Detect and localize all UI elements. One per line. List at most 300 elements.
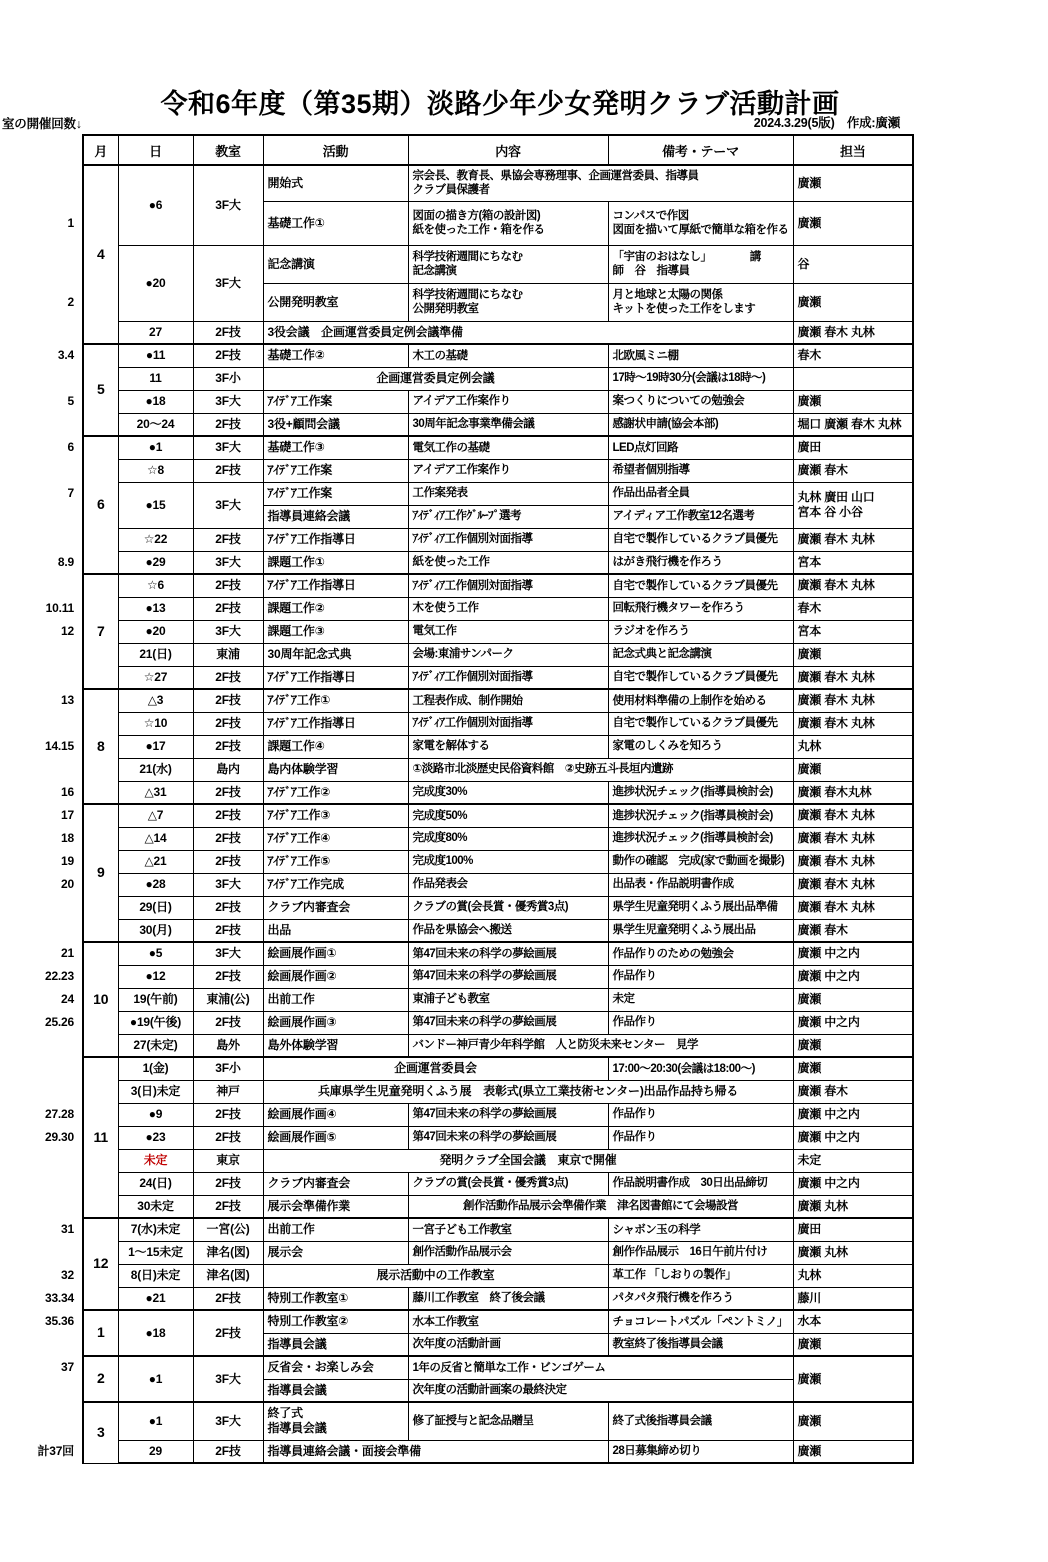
cell-content: 修了証授与と記念品贈呈: [408, 1402, 608, 1440]
cell-content: 紙を使った工作: [408, 551, 608, 574]
session-count: [36, 1172, 83, 1195]
cell-activity: 絵画展作画①: [263, 942, 408, 965]
session-count: [36, 574, 83, 597]
cell-content: クラブの賞(会長賞・優秀賞3点): [408, 896, 608, 919]
cell-content: 工程表作成、制作開始: [408, 689, 608, 712]
cell-activity: 記念講演: [263, 245, 408, 283]
cell-content: 藤川工作教室 終了後会議: [408, 1287, 608, 1310]
session-count: 14.15: [44, 739, 74, 753]
session-count: [36, 1241, 83, 1264]
cell-activity: 指導員連絡会議: [263, 505, 408, 528]
session-count: 2: [67, 294, 74, 309]
session-count: 7: [67, 486, 74, 500]
column-header-day: 日: [118, 135, 193, 165]
cell-room: 東京: [193, 1149, 263, 1172]
cell-month: 7: [83, 574, 118, 689]
cell-day: ☆8: [118, 459, 193, 482]
cell-activity: クラブ内審査会: [263, 896, 408, 919]
cell-content: 工作案発表: [408, 482, 608, 505]
cell-staff: 春木: [793, 597, 913, 620]
cell-room: 3F大: [193, 165, 263, 245]
cell-content: 完成度50%: [408, 804, 608, 827]
cell-activity: 公開発明教室: [263, 283, 408, 321]
cell-month: 6: [83, 436, 118, 574]
cell-content: 図面の描き方(箱の設計図) 紙を使った工作・箱を作る: [408, 201, 608, 245]
cell-content: 作品を県協会へ搬送: [408, 919, 608, 942]
cell-activity: 企画運営委員定例会議: [263, 367, 608, 390]
cell-activity: 兵庫県学生児童発明くふう展 表彰式(県立工業技術センター)出品作品持ち帰る: [263, 1080, 793, 1103]
cell-staff: 廣瀬 春木 丸林: [793, 689, 913, 712]
cell-day: ●20: [118, 620, 193, 643]
cell-remarks: シャボン玉の科学: [608, 1218, 793, 1241]
cell-activity: ｱｲﾃﾞｱ工作案: [263, 482, 408, 505]
session-count: 22.23: [44, 969, 74, 983]
cell-staff: 廣瀬 中之内: [793, 1103, 913, 1126]
session-count: [36, 896, 83, 919]
cell-remarks: 28日募集締め切り: [608, 1440, 793, 1463]
cell-staff: 水本: [793, 1310, 913, 1333]
cell-remarks: 感謝状申請(協会本部): [608, 413, 793, 436]
cell-day: 27: [118, 321, 193, 344]
cell-day: 27(未定): [118, 1034, 193, 1057]
cell-room: 2F技: [193, 712, 263, 735]
session-count-note: 室の開催回数↓: [2, 117, 82, 131]
cell-day: 30未定: [118, 1195, 193, 1218]
cell-staff: 廣瀬: [793, 1402, 913, 1440]
cell-activity: ｱｲﾃﾞｱ工作指導日: [263, 666, 408, 689]
session-count: 33.34: [44, 1291, 74, 1305]
cell-room: 一宮(公): [193, 1218, 263, 1241]
cell-day: ●9: [118, 1103, 193, 1126]
cell-content: クラブの賞(会長賞・優秀賞3点): [408, 1172, 608, 1195]
cell-activity: 出前工作: [263, 1218, 408, 1241]
cell-day: ●12: [118, 965, 193, 988]
cell-staff: 谷: [793, 245, 913, 283]
session-count: 計37回: [37, 1444, 74, 1458]
cell-day: ●18: [118, 1310, 193, 1356]
cell-day: 29(日): [118, 896, 193, 919]
cell-day: 20〜24: [118, 413, 193, 436]
cell-content: 次年度の活動計画案の最終決定: [408, 1379, 793, 1402]
cell-staff: 廣瀬 中之内: [793, 965, 913, 988]
cell-remarks: 作品作り: [608, 965, 793, 988]
cell-activity: 指導員会議: [263, 1379, 408, 1402]
cell-staff: 堀口 廣瀬 春木 丸林: [793, 413, 913, 436]
session-count: [36, 666, 83, 689]
cell-remarks: 17時〜19時30分(会議は18時〜): [608, 367, 793, 390]
cell-staff: 廣瀬 丸林: [793, 1195, 913, 1218]
cell-content: 次年度の活動計画: [408, 1333, 608, 1356]
cell-remarks: 北欧風ミニ棚: [608, 344, 793, 367]
cell-remarks: 作品出品者全員: [608, 482, 793, 505]
session-count: 20: [61, 877, 74, 891]
cell-activity: 出品: [263, 919, 408, 942]
cell-day: △3: [118, 689, 193, 712]
cell-room: 2F技: [193, 666, 263, 689]
cell-remarks: 進捗状況チェック(指導員検討会): [608, 827, 793, 850]
cell-staff: 廣田: [793, 1218, 913, 1241]
cell-room: 津名(図): [193, 1241, 263, 1264]
cell-activity: 展示活動中の工作教室: [263, 1264, 608, 1287]
cell-remarks: 自宅で製作しているクラブ員優先: [608, 574, 793, 597]
cell-staff: 藤川: [793, 1287, 913, 1310]
cell-remarks: 未定: [608, 988, 793, 1011]
cell-remarks: 動作の確認 完成(家で動画を撮影): [608, 850, 793, 873]
session-count: 1: [67, 215, 74, 230]
cell-activity: 島外体験学習: [263, 1034, 408, 1057]
cell-staff: 廣瀬: [793, 165, 913, 201]
cell-day: ●21: [118, 1287, 193, 1310]
cell-room: 島内: [193, 758, 263, 781]
cell-day: 21(日): [118, 643, 193, 666]
cell-staff: 廣瀬 春木丸林: [793, 781, 913, 804]
session-count: [36, 758, 83, 781]
cell-remarks: 県学生児童発明くふう展出品: [608, 919, 793, 942]
revision-info: 2024.3.29(5版) 作成:廣瀬: [753, 116, 900, 130]
activity-plan-table: [36, 134, 914, 1464]
session-count: 18: [61, 831, 74, 845]
cell-staff: 丸林 廣田 山口 宮本 谷 小谷: [793, 482, 913, 528]
cell-day: ☆22: [118, 528, 193, 551]
cell-room: 2F技: [193, 735, 263, 758]
column-header-remarks: 備考・テーマ: [608, 135, 793, 165]
cell-day: 29: [118, 1440, 193, 1463]
session-count: [36, 367, 83, 390]
cell-remarks: チョコレートパズル「ペントミノ」: [608, 1310, 793, 1333]
cell-room: 3F大: [193, 390, 263, 413]
session-count: 35.36: [44, 1314, 74, 1328]
session-count: [36, 1034, 83, 1057]
cell-room: 東浦(公): [193, 988, 263, 1011]
session-count: [36, 1402, 83, 1440]
cell-remarks: LED点灯回路: [608, 436, 793, 459]
cell-activity: 開始式: [263, 165, 408, 201]
cell-day: △7: [118, 804, 193, 827]
session-count: [36, 919, 83, 942]
column-header-content: 内容: [408, 135, 608, 165]
cell-staff: 廣瀬: [793, 283, 913, 321]
cell-content: 家電を解体する: [408, 735, 608, 758]
cell-room: 2F技: [193, 965, 263, 988]
cell-content: ｱｲﾃﾞｨｱ工作個別対面指導: [408, 528, 608, 551]
cell-content: アイデア工作案作り: [408, 390, 608, 413]
cell-remarks: 回転飛行機タワーを作ろう: [608, 597, 793, 620]
cell-staff: 廣瀬: [793, 643, 913, 666]
session-count: 32: [61, 1268, 74, 1282]
cell-activity: 島内体験学習: [263, 758, 408, 781]
page-title: 令和6年度（第35期）淡路少年少女発明クラブ活動計画: [160, 89, 840, 119]
cell-content: 科学技術週間にちなむ 公開発明教室: [408, 283, 608, 321]
cell-content: 作品発表会: [408, 873, 608, 896]
cell-room: 島外: [193, 1034, 263, 1057]
cell-content: 宗会長、教育長、県協会専務理事、企画運営委員、指導員 クラブ員保護者: [408, 165, 793, 201]
session-count: [36, 712, 83, 735]
cell-month: 1: [83, 1310, 118, 1356]
cell-remarks: 進捗状況チェック(指導員検討会): [608, 804, 793, 827]
session-count: [36, 505, 83, 528]
cell-activity: ｱｲﾃﾞｱ工作完成: [263, 873, 408, 896]
cell-content: 一宮子ども工作教室: [408, 1218, 608, 1241]
cell-day: ●1: [118, 1356, 193, 1402]
activity-plan-table-wrap: [36, 134, 914, 1464]
cell-staff: 廣瀬: [793, 1034, 913, 1057]
cell-month: 12: [83, 1218, 118, 1310]
cell-remarks: 革工作 「しおりの製作」: [608, 1264, 793, 1287]
session-count: [36, 413, 83, 436]
cell-activity: 指導員会議: [263, 1333, 408, 1356]
cell-staff: 廣瀬 春木: [793, 1080, 913, 1103]
cell-staff: 廣瀬: [793, 201, 913, 245]
cell-day: △14: [118, 827, 193, 850]
cell-remarks: 月と地球と太陽の関係 キットを使った工作をします: [608, 283, 793, 321]
cell-content: 完成度100%: [408, 850, 608, 873]
cell-room: 2F技: [193, 321, 263, 344]
cell-activity: 企画運営委員会: [263, 1057, 608, 1080]
cell-day: 11: [118, 367, 193, 390]
cell-staff: 廣瀬: [793, 1440, 913, 1463]
cell-activity: 課題工作①: [263, 551, 408, 574]
cell-staff: 丸林: [793, 1264, 913, 1287]
cell-staff: 廣瀬 丸林: [793, 1241, 913, 1264]
cell-day: 7(水)未定: [118, 1218, 193, 1241]
cell-staff: 廣瀬 春木: [793, 919, 913, 942]
cell-staff: 未定: [793, 1149, 913, 1172]
cell-activity: ｱｲﾃﾞｱ工作案: [263, 390, 408, 413]
cell-day: 3(日)未定: [118, 1080, 193, 1103]
cell-staff: 廣瀬 春木 丸林: [793, 827, 913, 850]
cell-staff: 廣瀬 中之内: [793, 1011, 913, 1034]
cell-room: 2F技: [193, 1103, 263, 1126]
cell-content: ｱｲﾃﾞｨｱ工作個別対面指導: [408, 666, 608, 689]
cell-activity: 30周年記念式典: [263, 643, 408, 666]
cell-day: ●18: [118, 390, 193, 413]
cell-staff: 春木: [793, 344, 913, 367]
session-count: 31: [61, 1222, 74, 1236]
cell-activity: 基礎工作①: [263, 201, 408, 245]
column-header-month: 月: [83, 135, 118, 165]
cell-activity: ｱｲﾃﾞｱ工作指導日: [263, 528, 408, 551]
cell-activity: 3役会議 企画運営委員定例会議準備: [263, 321, 793, 344]
cell-staff: 廣瀬: [793, 390, 913, 413]
cell-month: 3: [83, 1402, 118, 1463]
cell-day: ●6: [118, 165, 193, 245]
cell-activity: 絵画展作画②: [263, 965, 408, 988]
session-count: 3.4: [57, 348, 74, 362]
cell-room: 3F大: [193, 551, 263, 574]
cell-room: 3F大: [193, 245, 263, 321]
cell-room: 2F技: [193, 1011, 263, 1034]
cell-day: ●11: [118, 344, 193, 367]
cell-remarks: 作品作り: [608, 1126, 793, 1149]
session-count: [36, 459, 83, 482]
cell-room: 2F技: [193, 827, 263, 850]
cell-activity: ｱｲﾃﾞｱ工作④: [263, 827, 408, 850]
cell-room: 2F技: [193, 528, 263, 551]
cell-day: ●5: [118, 942, 193, 965]
cell-staff: 廣瀬 中之内: [793, 1172, 913, 1195]
cell-activity: ｱｲﾃﾞｱ工作指導日: [263, 712, 408, 735]
session-count: [36, 643, 83, 666]
session-count: [36, 321, 83, 344]
cell-staff: 廣瀬 中之内: [793, 1126, 913, 1149]
cell-activity: 特別工作教室①: [263, 1287, 408, 1310]
session-count: [36, 1080, 83, 1103]
cell-staff: 廣瀬 春木 丸林: [793, 873, 913, 896]
session-count: [36, 1195, 83, 1218]
cell-staff: 宮本: [793, 551, 913, 574]
cell-activity: 基礎工作③: [263, 436, 408, 459]
cell-room: 2F技: [193, 804, 263, 827]
cell-room: 2F技: [193, 689, 263, 712]
cell-content: ｱｲﾃﾞｨｱ工作個別対面指導: [408, 574, 608, 597]
cell-remarks: 創作作品展示 16日午前片付け: [608, 1241, 793, 1264]
session-count: 16: [61, 785, 74, 799]
cell-activity: 指導員連絡会議・面接会準備: [263, 1440, 608, 1463]
session-count: 10.11: [45, 601, 74, 615]
cell-remarks: 進捗状況チェック(指導員検討会): [608, 781, 793, 804]
cell-room: 2F技: [193, 597, 263, 620]
cell-staff: 廣瀬 春木 丸林: [793, 850, 913, 873]
cell-content: 電気工作の基礎: [408, 436, 608, 459]
cell-room: 津名(図): [193, 1264, 263, 1287]
cell-activity: 発明クラブ全国会議 東京で開催: [263, 1149, 793, 1172]
table-header: [36, 135, 913, 165]
cell-room: 3F大: [193, 620, 263, 643]
cell-remarks: 教室終了後指導員会議: [608, 1333, 793, 1356]
cell-content: 第47回未来の科学の夢絵画展: [408, 1011, 608, 1034]
session-count: [36, 165, 83, 201]
cell-staff: 廣瀬: [793, 988, 913, 1011]
cell-day: △31: [118, 781, 193, 804]
cell-day: 8(日)未定: [118, 1264, 193, 1287]
cell-activity: ｱｲﾃﾞｱ工作指導日: [263, 574, 408, 597]
cell-day: 1〜15未定: [118, 1241, 193, 1264]
cell-activity: 絵画展作画③: [263, 1011, 408, 1034]
session-count: 13: [61, 693, 74, 707]
cell-staff: 廣瀬 春木 丸林: [793, 528, 913, 551]
cell-room: 3F小: [193, 367, 263, 390]
session-count: [36, 1379, 83, 1402]
cell-room: 2F技: [193, 896, 263, 919]
cell-day: ●13: [118, 597, 193, 620]
cell-room: 神戸: [193, 1080, 263, 1103]
session-count: 24: [61, 992, 74, 1006]
cell-content: バンドー神戸青少年科学館 人と防災未来センター 見学: [408, 1034, 793, 1057]
session-count: 6: [67, 440, 74, 454]
cell-activity: クラブ内審査会: [263, 1172, 408, 1195]
cell-room: 2F技: [193, 1172, 263, 1195]
cell-room: 2F技: [193, 459, 263, 482]
cell-content: 第47回未来の科学の夢絵画展: [408, 942, 608, 965]
cell-activity: ｱｲﾃﾞｱ工作案: [263, 459, 408, 482]
session-count: 21: [61, 946, 74, 960]
cell-room: 2F技: [193, 1126, 263, 1149]
cell-content: 電気工作: [408, 620, 608, 643]
cell-day: 30(月): [118, 919, 193, 942]
cell-remarks: 作品作り: [608, 1011, 793, 1034]
cell-content: ①淡路市北淡歴史民俗資料館 ②史跡五斗長垣内遺跡: [408, 758, 793, 781]
cell-staff: 宮本: [793, 620, 913, 643]
cell-activity: ｱｲﾃﾞｱ工作①: [263, 689, 408, 712]
cell-remarks: ラジオを作ろう: [608, 620, 793, 643]
cell-remarks: 作品説明書作成 30日出品締切: [608, 1172, 793, 1195]
cell-content: 創作活動作品展示会準備作業 津名図書館にて会場設営: [408, 1195, 793, 1218]
cell-month: 5: [83, 344, 118, 436]
cell-content: 第47回未来の科学の夢絵画展: [408, 1126, 608, 1149]
cell-day: ●17: [118, 735, 193, 758]
cell-activity: 課題工作③: [263, 620, 408, 643]
cell-remarks: はがき飛行機を作ろう: [608, 551, 793, 574]
cell-staff: 廣瀬 春木 丸林: [793, 804, 913, 827]
cell-staff: 廣瀬: [793, 1057, 913, 1080]
cell-remarks: 家電のしくみを知ろう: [608, 735, 793, 758]
cell-activity: ｱｲﾃﾞｱ工作③: [263, 804, 408, 827]
cell-content: 科学技術週間にちなむ 記念講演: [408, 245, 608, 283]
cell-day: ☆6: [118, 574, 193, 597]
cell-room: 東浦: [193, 643, 263, 666]
cell-day: ●20: [118, 245, 193, 321]
cell-remarks: アイディア工作教室12名選考: [608, 505, 793, 528]
cell-activity: 特別工作教室②: [263, 1310, 408, 1333]
cell-room: 3F大: [193, 1402, 263, 1440]
cell-remarks: 希望者個別指導: [608, 459, 793, 482]
cell-day: ☆27: [118, 666, 193, 689]
cell-content: 第47回未来の科学の夢絵画展: [408, 1103, 608, 1126]
session-count: [36, 245, 83, 283]
cell-content: ｱｲﾃﾞｨｱ工作ｸﾞﾙｰﾌﾟ選考: [408, 505, 608, 528]
cell-content: 東浦子ども教室: [408, 988, 608, 1011]
cell-day: ☆10: [118, 712, 193, 735]
cell-remarks: 県学生児童発明くふう展出品準備: [608, 896, 793, 919]
cell-month: 8: [83, 689, 118, 804]
cell-content: アイデア工作案作り: [408, 459, 608, 482]
session-count: 8.9: [57, 555, 74, 569]
session-count: 29.30: [44, 1130, 74, 1144]
cell-staff: 廣瀬 中之内: [793, 942, 913, 965]
cell-activity: 絵画展作画⑤: [263, 1126, 408, 1149]
cell-staff: 廣田: [793, 436, 913, 459]
cell-staff: 廣瀬 春木 丸林: [793, 321, 913, 344]
column-header-staff: 担当: [793, 135, 913, 165]
cell-remarks: 出品表・作品説明書作成: [608, 873, 793, 896]
cell-activity: 終了式 指導員会議: [263, 1402, 408, 1440]
cell-activity: 課題工作④: [263, 735, 408, 758]
column-header-room: 教室: [193, 135, 263, 165]
cell-day: 未定: [118, 1149, 193, 1172]
cell-staff: 廣瀬 春木 丸林: [793, 574, 913, 597]
cell-room: 2F技: [193, 1195, 263, 1218]
cell-staff: 廣瀬: [793, 758, 913, 781]
cell-day: ●29: [118, 551, 193, 574]
cell-activity: 反省会・お楽しみ会: [263, 1356, 408, 1379]
cell-room: 2F技: [193, 413, 263, 436]
cell-remarks: 使用材料準備の上制作を始める: [608, 689, 793, 712]
cell-staff: [793, 367, 913, 390]
cell-content: 創作活動作品展示会: [408, 1241, 608, 1264]
cell-month: 2: [83, 1356, 118, 1402]
session-count: 19: [61, 854, 74, 868]
cell-day: △21: [118, 850, 193, 873]
cell-remarks: 作品作り: [608, 1103, 793, 1126]
session-count: 27.28: [44, 1107, 74, 1121]
cell-room: 2F技: [193, 574, 263, 597]
cell-room: 3F大: [193, 1356, 263, 1402]
cell-content: 水本工作教室: [408, 1310, 608, 1333]
cell-day: 19(午前): [118, 988, 193, 1011]
cell-content: 完成度30%: [408, 781, 608, 804]
column-header-activity: 活動: [263, 135, 408, 165]
cell-staff: 丸林: [793, 735, 913, 758]
